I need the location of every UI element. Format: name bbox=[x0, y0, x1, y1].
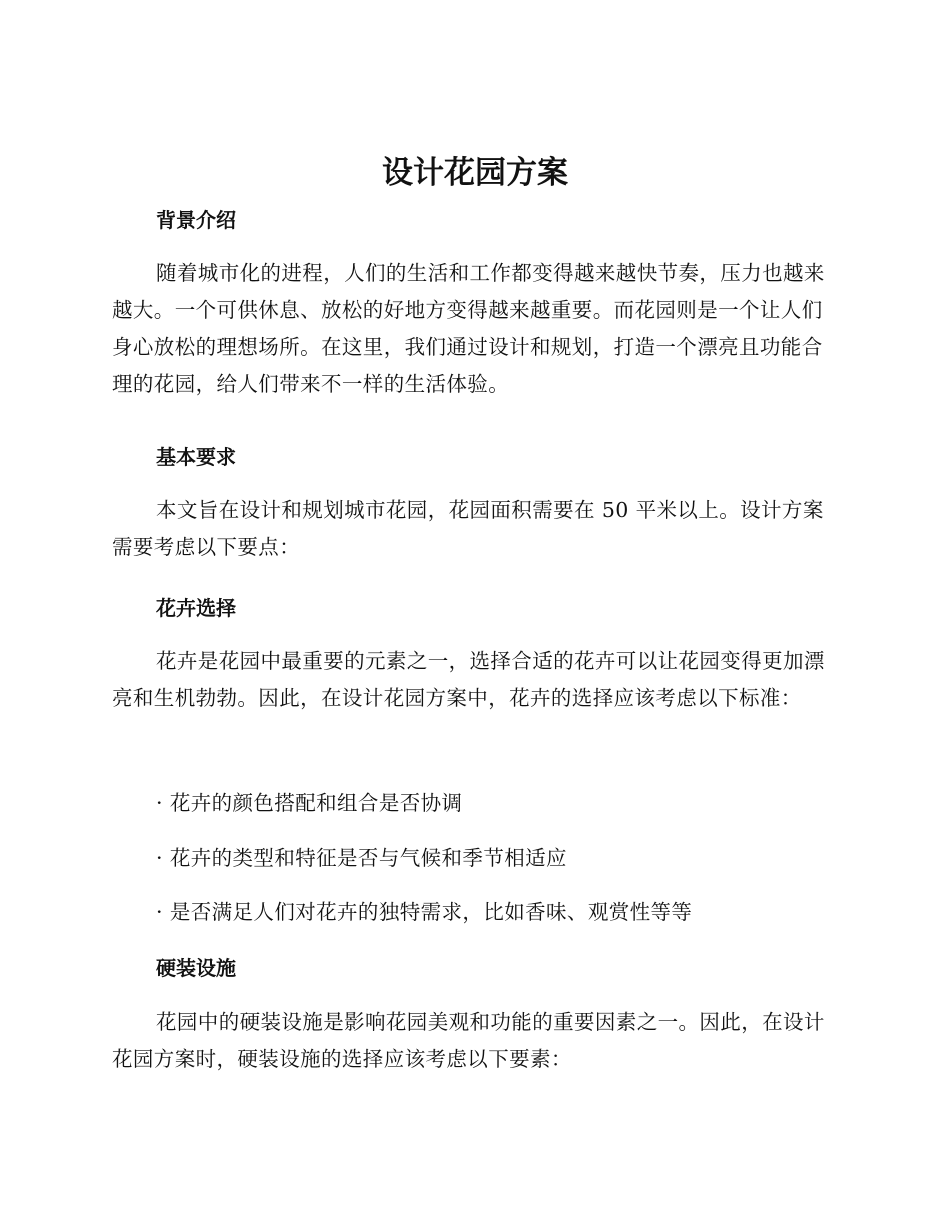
section-paragraph-requirements: 本文旨在设计和规划城市花园，花园面积需要在 50 平米以上。设计方案需要考虑以下要点： bbox=[112, 498, 824, 559]
section-paragraph-flowers: 花卉是花园中最重要的元素之一，选择合适的花卉可以让花园变得更加漂亮和生机勃勃。因此，在设计花园方案中，花卉的选择应该考虑以下标准： bbox=[112, 649, 825, 710]
flower-criteria-bullet: · 花卉的类型和特征是否与气候和季节相适应 bbox=[156, 846, 567, 870]
page-title: 设计花园方案 bbox=[382, 155, 568, 191]
section-heading-hardscape: 硬装设施 bbox=[156, 956, 236, 980]
section-paragraph-hardscape: 花园中的硬装设施是影响花园美观和功能的重要因素之一。因此，在设计花园方案时，硬装设施的选择应该考虑以下要素： bbox=[112, 1010, 825, 1071]
section-heading-background: 背景介绍 bbox=[156, 208, 236, 232]
section-paragraph-background: 随着城市化的进程，人们的生活和工作都变得越来越快节奏，压力也越来越大。一个可供休息、放松的好地方变得越来越重要。而花园则是一个让人们身心放松的理想场所。在这里，我们通过设计和规划，打造一个漂亮且功能合理的花园，给人们带来不一样的生活体验。 bbox=[112, 261, 825, 396]
flower-criteria-bullet: · 是否满足人们对花卉的独特需求，比如香味、观赏性等等 bbox=[156, 900, 693, 924]
section-heading-flowers: 花卉选择 bbox=[156, 596, 236, 620]
flower-criteria-bullet: · 花卉的颜色搭配和组合是否协调 bbox=[156, 791, 463, 815]
section-heading-requirements: 基本要求 bbox=[156, 445, 236, 469]
